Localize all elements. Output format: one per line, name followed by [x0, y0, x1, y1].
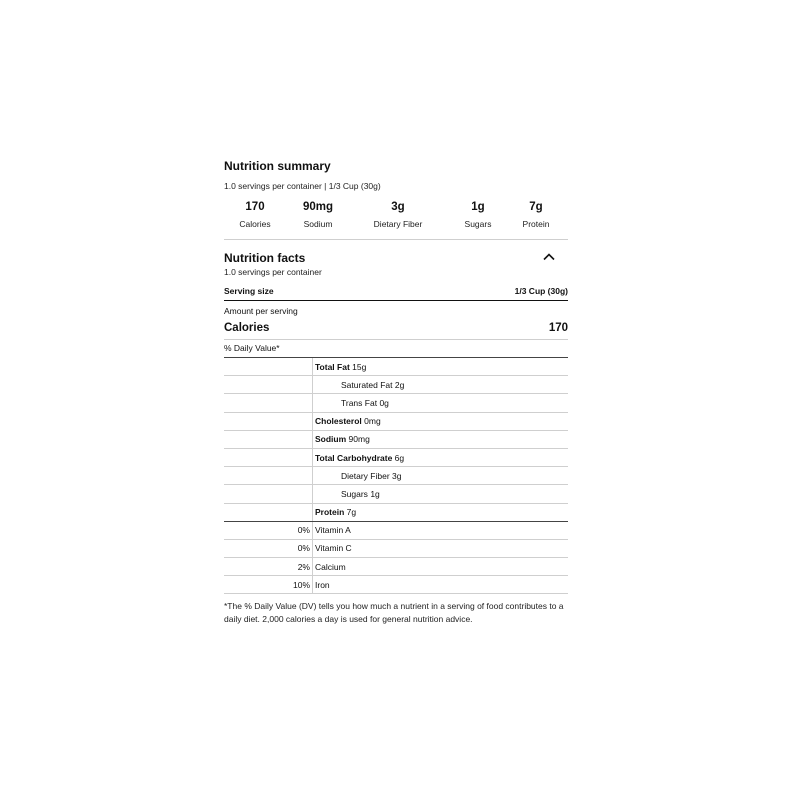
nutrient-name: Protein [315, 507, 345, 518]
nutrient-table [224, 358, 568, 594]
chevron-up-icon[interactable] [542, 250, 556, 264]
nutrient-name: Saturated Fat [341, 379, 393, 390]
nutrient-name: Total Fat [315, 361, 350, 372]
table-row [224, 485, 568, 503]
summary-item-calories [224, 200, 286, 230]
summary-value: 3g [391, 201, 405, 213]
table-row [224, 558, 568, 576]
summary-item-dietary-fiber [350, 200, 446, 230]
summary-value: 7g [529, 201, 543, 213]
nutrient-dv [224, 485, 313, 503]
calories-row [224, 321, 568, 340]
summary-item-protein [510, 200, 562, 230]
summary-servings: 1.0 servings per container | 1/3 Cup (30g) [224, 181, 381, 191]
summary-label: Protein [522, 219, 550, 229]
table-row [224, 467, 568, 485]
table-row [224, 448, 568, 466]
nutrient-name: Total Carbohydrate [315, 452, 393, 463]
table-row [224, 376, 568, 394]
nutrient-cell [313, 503, 569, 521]
summary-label: Sodium [303, 219, 333, 229]
vitamin-dv: 0% [224, 521, 313, 539]
nutrient-amount: 0mg [364, 416, 381, 427]
summary-item-sodium [286, 200, 350, 230]
vitamin-dv: 2% [224, 558, 313, 576]
facts-header[interactable] [224, 250, 568, 266]
daily-value-footnote: *The % Daily Value (DV) tells you how much a nutrient in a serving of food contributes to a daily diet. 2,000 calories a day is used for general nutrition advice. [224, 601, 564, 625]
nutrient-dv [224, 376, 313, 394]
nutrient-amount: 6g [394, 452, 405, 463]
summary-title: Nutrition summary [224, 159, 331, 173]
serving-size-label: Serving size [224, 286, 274, 296]
summary-label: Sugars [464, 219, 492, 229]
calories-value: 170 [548, 322, 568, 334]
nutrient-amount: 2g [394, 379, 405, 390]
nutrient-cell [313, 358, 569, 376]
serving-size-value: 1/3 Cup (30g) [514, 286, 568, 296]
nutrient-cell [313, 467, 569, 485]
table-row [224, 412, 568, 430]
nutrient-amount: 0g [379, 397, 389, 408]
vitamin-name: Calcium [313, 558, 569, 576]
nutrient-dv [224, 412, 313, 430]
nutrient-dv [224, 448, 313, 466]
table-row [224, 394, 568, 412]
summary-value: 1g [471, 201, 485, 213]
nutrient-dv [224, 394, 313, 412]
summary-value: 170 [245, 201, 265, 213]
vitamin-name: Iron [313, 576, 569, 594]
vitamin-name: Vitamin A [313, 521, 569, 539]
nutrient-dv [224, 467, 313, 485]
table-row [224, 503, 568, 521]
nutrient-amount: 7g [346, 507, 357, 518]
nutrient-name: Cholesterol [315, 416, 362, 427]
nutrient-name: Sodium [315, 434, 347, 445]
nutrient-amount: 90mg [348, 434, 370, 445]
nutrient-name: Sugars [341, 488, 368, 499]
facts-title: Nutrition facts [224, 251, 306, 265]
table-row [224, 539, 568, 557]
facts-servings: 1.0 servings per container [224, 267, 322, 277]
nutrient-cell [313, 394, 569, 412]
summary-label: Dietary Fiber [373, 219, 423, 229]
nutrient-name: Trans Fat [341, 397, 378, 408]
nutrient-amount: 3g [392, 470, 402, 481]
serving-size-row [224, 278, 568, 301]
summary-value: 90mg [302, 201, 334, 213]
table-row [224, 430, 568, 448]
nutrient-amount: 1g [370, 488, 380, 499]
nutrient-dv [224, 358, 313, 376]
nutrient-dv [224, 503, 313, 521]
vitamin-dv: 10% [224, 576, 313, 594]
vitamin-dv: 0% [224, 539, 313, 557]
nutrient-cell [313, 412, 569, 430]
nutrient-amount: 15g [352, 361, 367, 372]
table-row [224, 576, 568, 594]
nutrition-panel [224, 158, 568, 626]
nutrient-dv [224, 430, 313, 448]
nutrient-name: Dietary Fiber [341, 470, 390, 481]
summary-grid [224, 200, 568, 240]
summary-label: Calories [239, 219, 271, 229]
nutrient-cell [313, 485, 569, 503]
vitamin-name: Vitamin C [313, 539, 569, 557]
table-row [224, 358, 568, 376]
summary-item-sugars [446, 200, 510, 230]
nutrient-cell [313, 448, 569, 466]
daily-value-header: % Daily Value* [224, 340, 568, 358]
nutrient-cell [313, 376, 569, 394]
amount-per-serving: Amount per serving [224, 306, 298, 316]
calories-label: Calories [224, 322, 270, 334]
table-row [224, 521, 568, 539]
nutrient-cell [313, 430, 569, 448]
